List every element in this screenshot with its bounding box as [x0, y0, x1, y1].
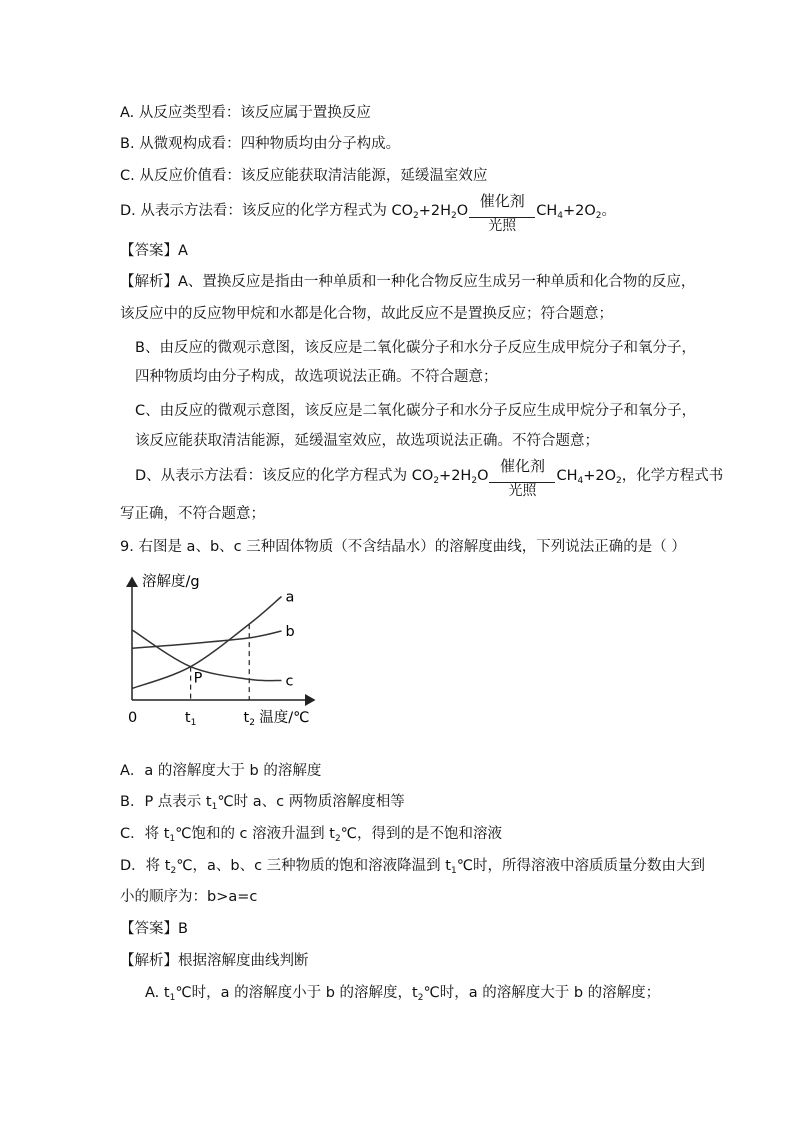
reaction-condition-2: $\frac{\text{催化剂}}{\text{光照}}$ — [489, 472, 555, 490]
q9-option-d: D．将 $t_2℃$，a、b、c 三种物质的饱和溶液降温到 $t_1℃$时，所得溶液中溶质质量分数由大到 — [120, 858, 705, 876]
q8-analysis-line4: 四种物质均由分子构成，故选项说法正确。不符合题意； — [135, 369, 498, 385]
q9-analysis-label: 【解析】 — [120, 953, 178, 969]
q8-answer-value: A — [178, 243, 188, 259]
catalyst-label: 催化剂 — [479, 192, 525, 210]
intersection-point-label: P — [193, 670, 203, 687]
q8-option-b: B. 从微观构成看：四种物质均由分子构成。 — [120, 136, 401, 152]
q8-analysis-line2: 该反应中的反应物甲烷和水都是化合物，故此反应不是置换反应；符合题意； — [120, 306, 613, 322]
q9-option-b: B．P 点表示 $t_1℃$时 a、c 两物质溶解度相等 — [120, 794, 405, 812]
x-axis-label: 温度/℃ — [259, 710, 310, 726]
q8-analysis-line5: C、由反应的微观示意图，该反应是二氧化碳分子和水分子反应生成甲烷分子和氧分子， — [135, 403, 697, 419]
q9-answer-value: B — [178, 921, 188, 937]
q9-answer: 【答案】B — [120, 921, 188, 937]
reaction-condition — [469, 192, 535, 234]
q9-analysis-line1: 【解析】根据溶解度曲线判断 — [120, 953, 309, 969]
series-label-c: c — [285, 673, 294, 690]
tick-label-t1: $t_1$ — [184, 710, 197, 728]
q8-analysis-line1: 【解析】A、置换反应是指由一种单质和一种化合物反应生成另一种单质和化合物的反应， — [120, 274, 696, 290]
origin-label: 0 — [128, 710, 138, 726]
q8-analysis-line3: B、由反应的微观示意图，该反应是二氧化碳分子和水分子反应生成甲烷分子和氧分子， — [135, 340, 696, 356]
q8-analysis-label: 【解析】 — [120, 274, 178, 290]
q9-analysis-line2: A. $t_1℃$时，a 的溶解度小于 b 的溶解度，$t_2℃$时，a 的溶解度大于 b 的溶解度； — [145, 985, 661, 1003]
q8-analysis-line8: 写正确，不符合题意； — [120, 506, 265, 522]
q8-answer: 【答案】A — [120, 243, 188, 259]
q8-option-d-prefix: D. 从表示方法看：该反应的化学方程式为 CO — [120, 203, 414, 219]
q8-option-d: D. 从表示方法看：该反应的化学方程式为 $CO_2+2H_2O$ $\frac{\text{催化剂}}{\text{光照}}$ $CH_4+2O_2$。 — [120, 192, 616, 234]
series-label-b: b — [285, 624, 295, 640]
q9-option-a: A．a 的溶解度大于 b 的溶解度 — [120, 763, 322, 779]
curve-c — [132, 630, 282, 681]
y-axis-label: 溶解度/g — [142, 574, 200, 590]
q8-analysis-line6: 该反应能获取清洁能源，延缓温室效应，故选项说法正确。不符合题意； — [135, 433, 599, 449]
q9-option-c: C．将 $t_1℃$饱和的 c 溶液升温到 $t_2℃$，得到的是不饱和溶液 — [120, 826, 502, 844]
q8-option-a: A. 从反应类型看：该反应属于置换反应 — [120, 105, 371, 121]
series-label-a: a — [285, 589, 295, 606]
tick-label-t2: $t_2$ — [243, 710, 255, 728]
solubility-chart — [118, 570, 318, 730]
q9-stem: 9. 右图是 a、b、c 三种固体物质（不含结晶水）的溶解度曲线，下列说法正确的是（ ） — [120, 539, 686, 555]
q9-option-d-line2: 小的顺序为：b>a=c — [120, 889, 258, 905]
light-condition-label: 光照 — [488, 218, 517, 234]
q8-analysis-line7: D、从表示方法看：该反应的化学方程式为 $CO_2+2H_2O$ $\frac{\text{催化剂}}{\text{光照}}$ $CH_4+2O_2$，化学方程式书 — [135, 457, 724, 499]
q8-option-c: C. 从反应价值看：该反应能获取清洁能源，延缓温室效应 — [120, 168, 488, 184]
